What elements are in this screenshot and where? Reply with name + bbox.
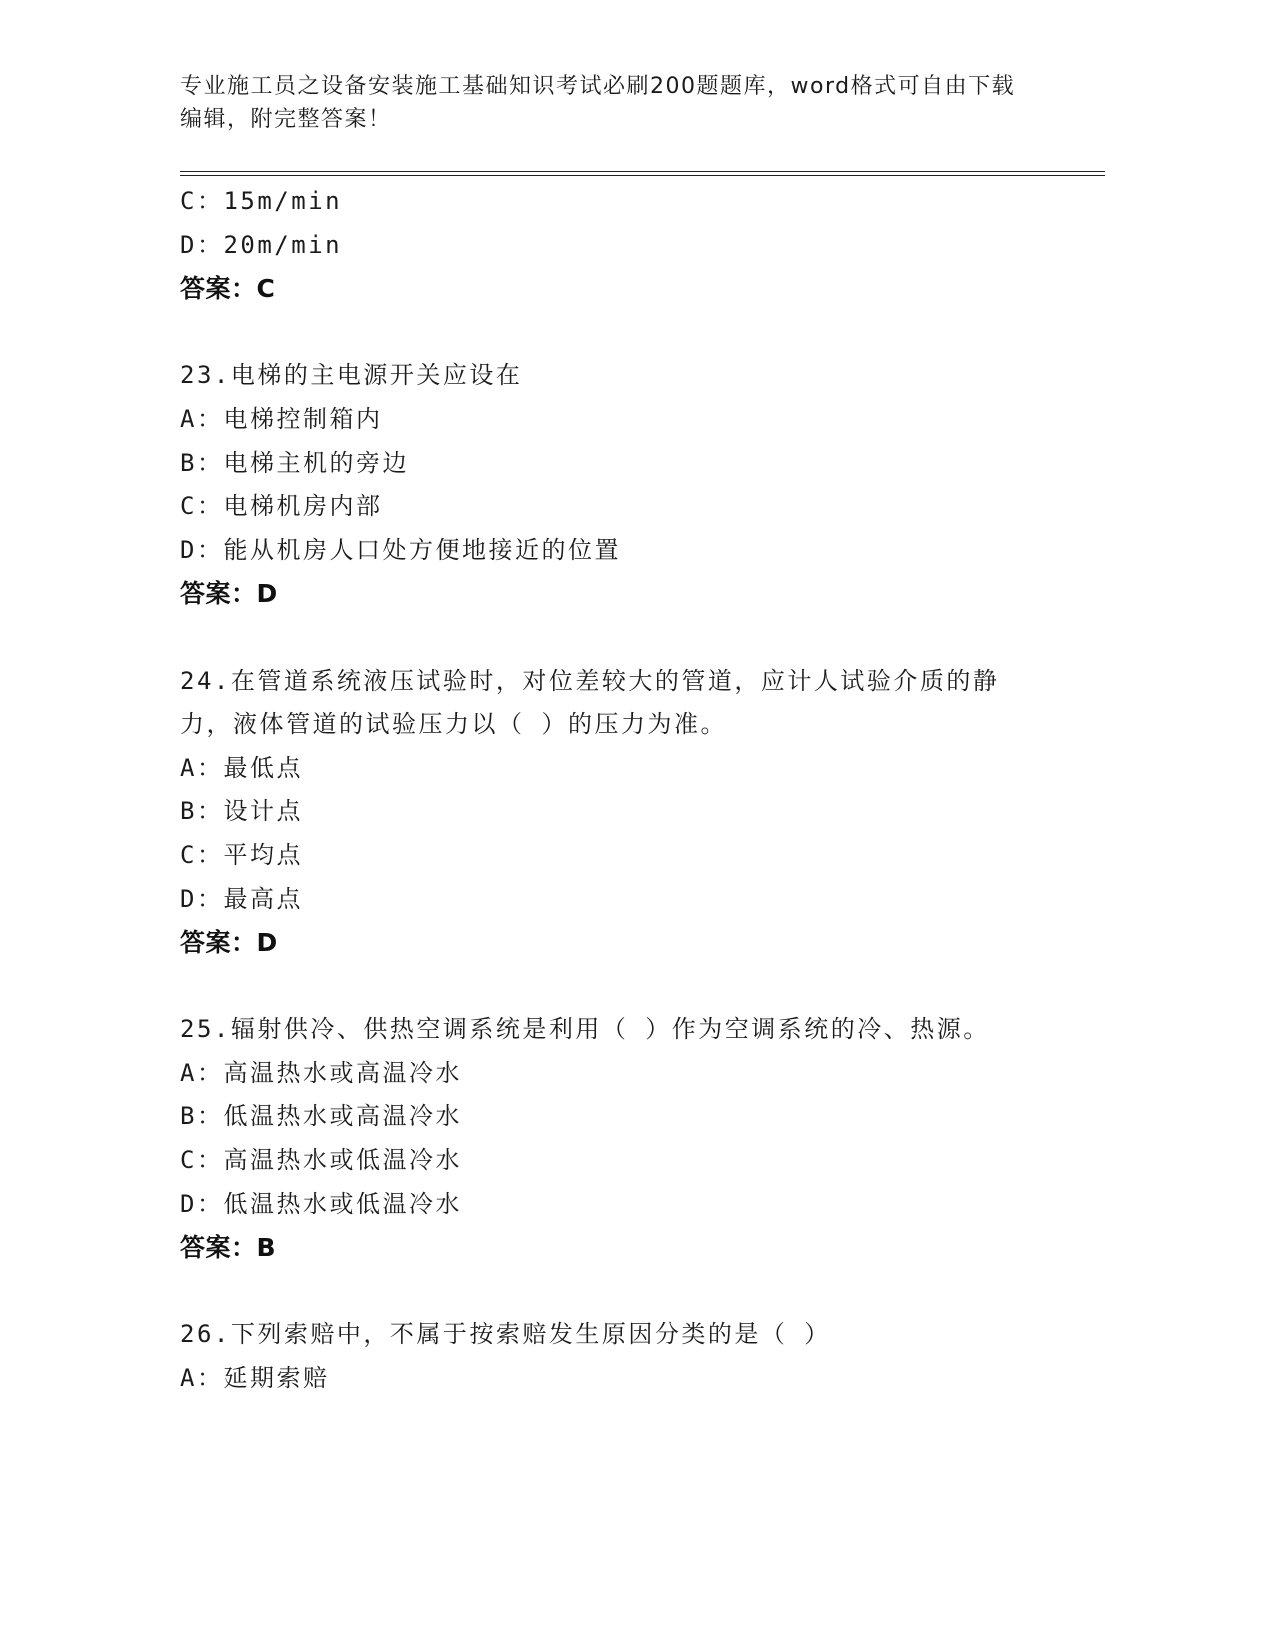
document-header [180,70,1110,136]
header-line-1: 专业施工员之设备安装施工基础知识考试必刷200题题库，word格式可自由下载 [180,74,1016,99]
question-stem: 24.在管道系统液压试验时，对位差较大的管道，应计人试验介质的静 [180,666,1000,695]
option-c: C：高温热水或低温冷水 [180,1146,462,1175]
question-block-24 [180,660,1120,965]
answer-line: 答案：B [180,1233,277,1263]
option-c: C：电梯机房内部 [180,492,383,521]
answer-line: 答案：D [180,579,278,609]
option-a: A：高温热水或高温冷水 [180,1058,462,1087]
question-stem-continued: 力，液体管道的试验压力以（ ）的压力为准。 [180,710,727,739]
question-stem: 25.辐射供冷、供热空调系统是利用（ ）作为空调系统的冷、热源。 [180,1015,990,1044]
question-list [180,180,1120,1401]
option-d: D：低温热水或低温冷水 [180,1189,462,1218]
question-stem: 23.电梯的主电源开关应设在 [180,361,523,390]
option-b: B：低温热水或高温冷水 [180,1102,462,1131]
option-d: D：20m/min [180,230,343,259]
question-block-26 [180,1313,1120,1400]
header-line-2: 编辑，附完整答案！ [180,107,392,132]
option-a: A：电梯控制箱内 [180,404,383,433]
option-d: D：最高点 [180,884,303,913]
option-b: B：设计点 [180,797,303,826]
option-b: B：电梯主机的旁边 [180,448,409,477]
option-c: C：15m/min [180,187,343,215]
header-divider [180,171,1105,176]
answer-line: 答案：D [180,928,278,958]
question-block-22 [180,180,1120,311]
option-d: D：能从机房人口处方便地接近的位置 [180,535,621,564]
question-block-23 [180,354,1120,616]
question-stem: 26.下列索赔中，不属于按索赔发生原因分类的是（ ） [180,1320,831,1349]
option-c: C：平均点 [180,840,303,869]
option-a: A：最低点 [180,753,303,782]
option-a: A：延期索赔 [180,1364,330,1393]
question-block-25 [180,1008,1120,1270]
answer-line: 答案：C [180,274,276,304]
